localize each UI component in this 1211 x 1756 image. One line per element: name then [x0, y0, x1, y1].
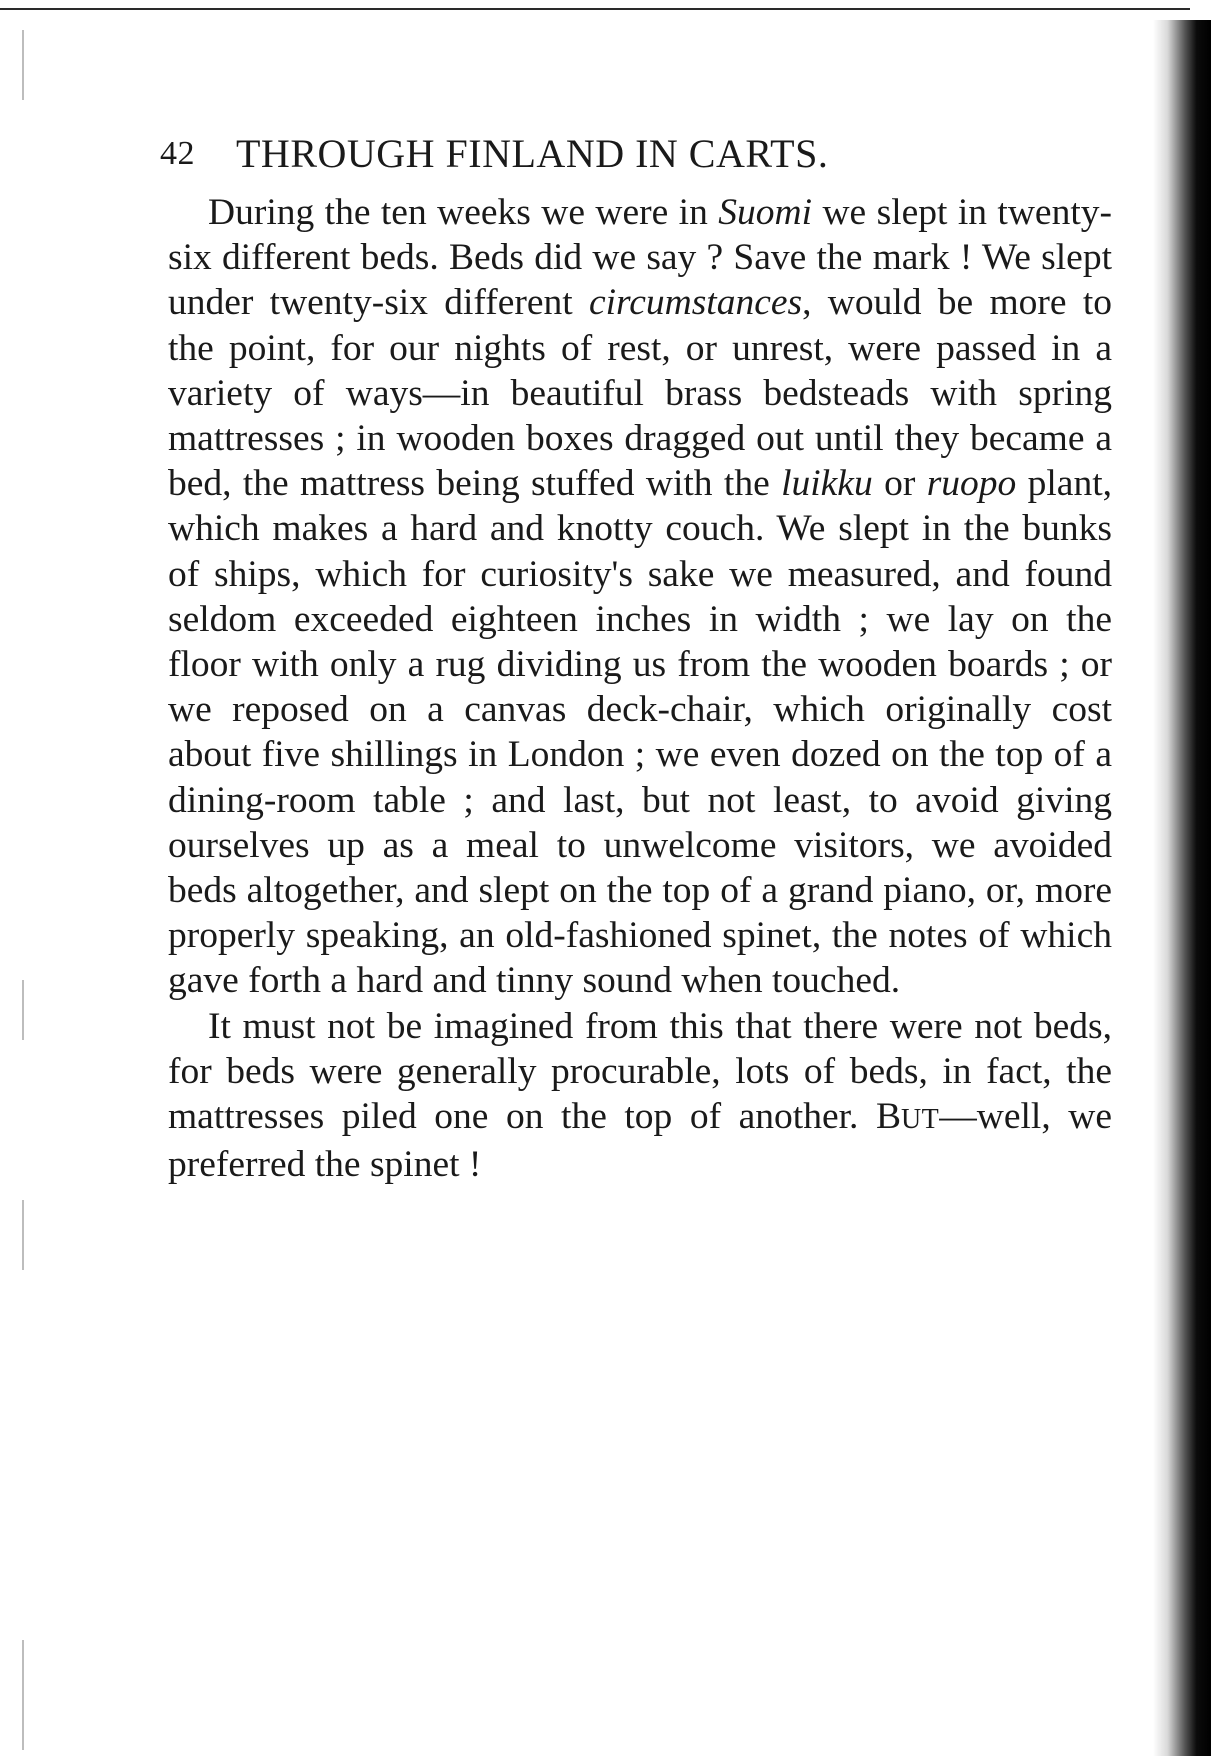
page-number: 42 [160, 135, 195, 172]
text-run: , would be more to the point, for our nights of rest, or unrest, were passed in a variety of ways—in beautiful brass bedsteads with spring mattresses ; in wooden boxes dragged out until they became a bed, the mattress being stuffed with the [168, 282, 1112, 505]
margin-speck [22, 30, 24, 100]
text-run: or [872, 463, 927, 505]
body-text [168, 190, 1112, 1187]
italic-term: Suomi [718, 192, 813, 233]
italic-term: circumstances [588, 282, 803, 324]
italic-term: ruopo [926, 463, 1017, 505]
margin-speck [22, 1640, 24, 1750]
text-run: During the ten weeks we were in [208, 192, 719, 233]
text-run: —well, we preferred the spinet ! [168, 1096, 1112, 1186]
italic-term: luikku [781, 463, 873, 505]
text-run: plant, which makes a hard and knotty couch. We slept in the bunks of ships, which for curiosity's sake we measured, and found seldom exceeded eighteen inches in width ; we lay on the floor with only a rug dividing us from the wooden boards ; or we reposed on a canvas deck-chair, which originally cost about five shillings in London ; we even dozed on the top of a dining-room table ; and last, but not least, to avoid giving ourselves up as a meal to unwelcome visitors, we avoided beds altogether, and slept on the top of a grand piano, or, more properly speaking, an old-fashioned spinet, the notes of which gave forth a hard and tinny sound when touched. [168, 463, 1112, 1002]
top-rule [0, 8, 1190, 10]
smallcaps-lead: B [875, 1096, 901, 1138]
text-run: It must not be imagined from this that there were not beds, for beds were generally procurable, lots of beds, in fact, the mattresses piled one on the top of another. [168, 1005, 1112, 1138]
running-title: THROUGH FINLAND IN CARTS. [236, 131, 829, 176]
margin-speck [22, 980, 24, 1040]
paragraph [168, 1004, 1112, 1188]
margin-speck [22, 1200, 24, 1270]
smallcaps-rest: UT [900, 1104, 940, 1136]
running-header [160, 124, 1120, 184]
spine-shadow [1153, 20, 1211, 1756]
text-run: we slept in twenty-six different beds. Beds did we say ? Save the mark ! We slept under twenty-six different [168, 192, 1112, 324]
paragraph [168, 190, 1112, 1004]
